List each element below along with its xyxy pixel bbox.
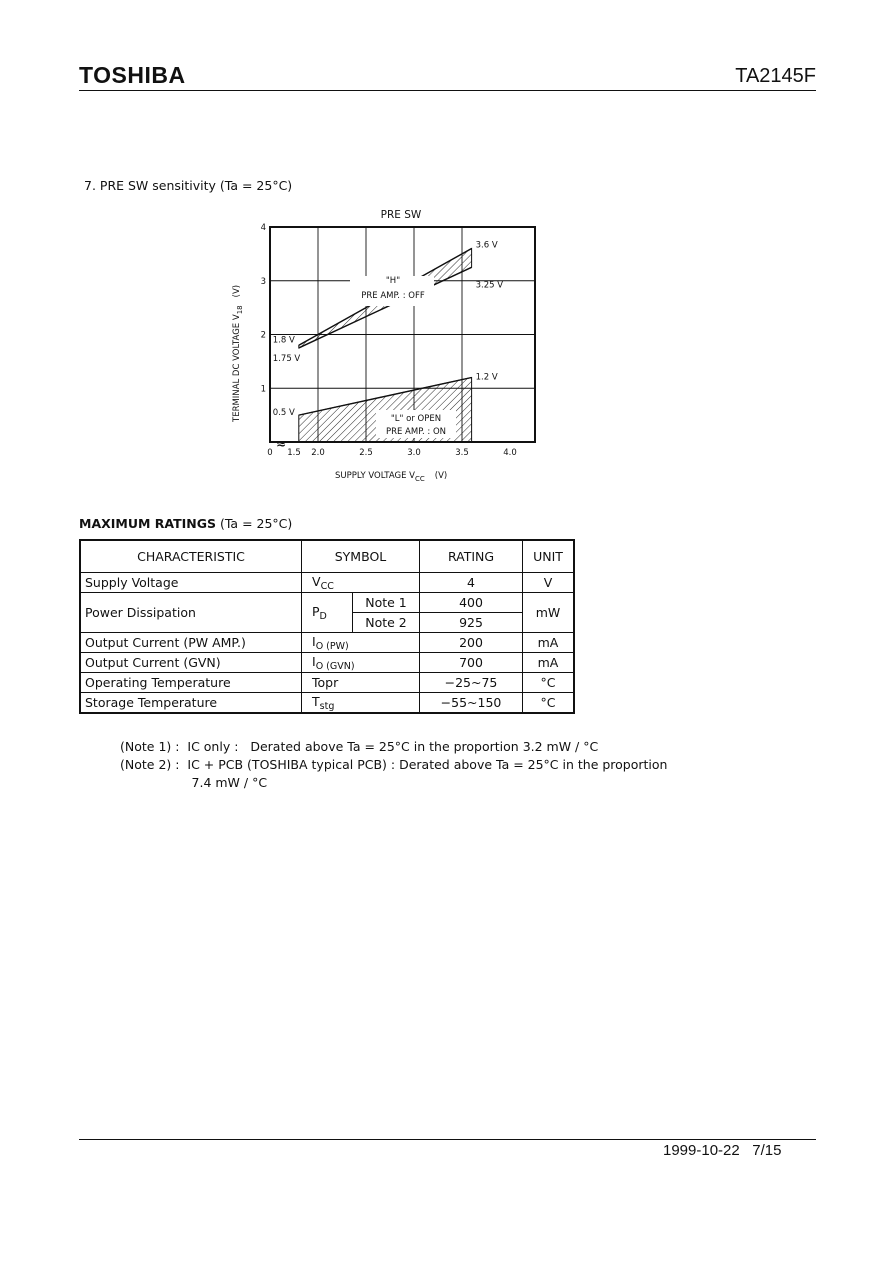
x-tick-label: 0 [267,448,273,458]
cell-characteristic: Output Current (GVN) [80,653,302,673]
annotation-high-2: PRE AMP. : OFF [361,291,425,301]
header-symbol: SYMBOL [302,540,420,573]
pre-sw-chart [200,200,560,490]
y-tick-label: 1 [260,384,266,395]
notes [120,738,667,792]
cell-unit: mA [523,633,575,653]
plot-area [270,227,535,451]
point-label-end: 3.6 V [475,240,498,251]
header-unit: UNIT [523,540,575,573]
note-2-continued: 7.4 mW / °C [120,775,268,790]
cell-symbol: Topr [302,673,420,693]
header-divider [79,90,816,91]
cell-characteristic: Storage Temperature [80,693,302,714]
section-title: 7. PRE SW sensitivity (Ta = 25°C) [84,178,293,193]
point-label-start: 1.75 V [272,353,301,364]
chart-title: PRE SW [380,209,422,221]
cell-rating: 400 [420,593,523,613]
cell-rating: −55~150 [420,693,523,714]
table-row [80,693,574,714]
x-tick-label: 2.5 [359,448,373,458]
y-tick-labels [261,223,266,394]
annotation-low-2: PRE AMP. : ON [385,427,447,437]
table-row [80,653,574,673]
table-header-row [80,540,574,573]
cell-note: Note 1 [353,593,420,613]
cell-rating: 200 [420,633,523,653]
x-tick-label: 1.5 [287,448,301,458]
header-rating: RATING [420,540,523,573]
cell-characteristic: Output Current (PW AMP.) [80,633,302,653]
max-ratings-title: MAXIMUM RATINGS (Ta = 25°C) [79,516,293,531]
cell-rating: 700 [420,653,523,673]
max-ratings-table [79,539,575,714]
cell-characteristic: Operating Temperature [80,673,302,693]
table-row [80,593,574,613]
x-tick-label: 4.0 [503,448,517,458]
table-row [80,633,574,653]
cell-unit: °C [523,673,575,693]
cell-note: Note 2 [353,613,420,633]
footer-date: 1999-10-22 [663,1142,740,1159]
x-tick-label: 3.5 [455,448,469,458]
part-number: TA2145F [735,65,816,87]
cell-unit: mW [523,593,575,633]
cell-unit: V [523,573,575,593]
cell-symbol: $V_{CC}$ [302,573,420,593]
cell-symbol: $I_{O (PW)}$ [302,633,420,653]
y-tick-label: 3 [260,276,266,287]
x-axis-label: SUPPLY VOLTAGE $V_{CC}$ (V) [335,471,448,483]
annotation-low-1: "L" or OPEN [390,414,442,424]
note-1: (Note 1) : IC only : Derated above Ta = 25°C in the proportion 3.2 mW / °C [120,739,599,754]
cell-unit: °C [523,693,575,714]
footer-page: 7/15 [752,1142,782,1159]
footer [663,1142,781,1159]
point-label-start: 0.5 V [272,408,295,419]
point-label-end: 3.25 V [475,280,504,291]
footer-divider [79,1139,816,1140]
toshiba-logo: TOSHIBA [79,62,186,88]
axis-break-mark: ≈ [276,437,287,451]
cell-characteristic: Supply Voltage [80,573,302,593]
cell-symbol: $I_{O (GVN)}$ [302,653,420,673]
cell-rating: −25~75 [420,673,523,693]
table-row [80,673,574,693]
table-row [80,573,574,593]
note-2: (Note 2) : IC + PCB (TOSHIBA typical PCB) : Derated above Ta = 25°C in the proportion [120,757,668,772]
x-tick-label: 2.0 [311,448,325,458]
y-tick-label: 2 [260,330,266,341]
cell-unit: mA [523,653,575,673]
cell-rating: 925 [420,613,523,633]
annotation-high-1: "H" [385,276,401,286]
cell-symbol: $T_{stg}$ [302,693,420,714]
cell-symbol: $P_D$ [302,593,353,633]
y-axis-label: TERMINAL DC VOLTAGE $V_{18}(V)$ [232,284,244,422]
header-characteristic: CHARACTERISTIC [80,540,302,573]
x-tick-labels [267,448,516,458]
point-label-end: 1.2 V [475,372,498,383]
y-tick-label: 4 [260,223,266,233]
cell-rating: 4 [420,573,523,593]
x-tick-label: 3.0 [407,448,421,458]
point-label-start: 1.8 V [272,335,295,346]
cell-characteristic: Power Dissipation [80,593,302,633]
